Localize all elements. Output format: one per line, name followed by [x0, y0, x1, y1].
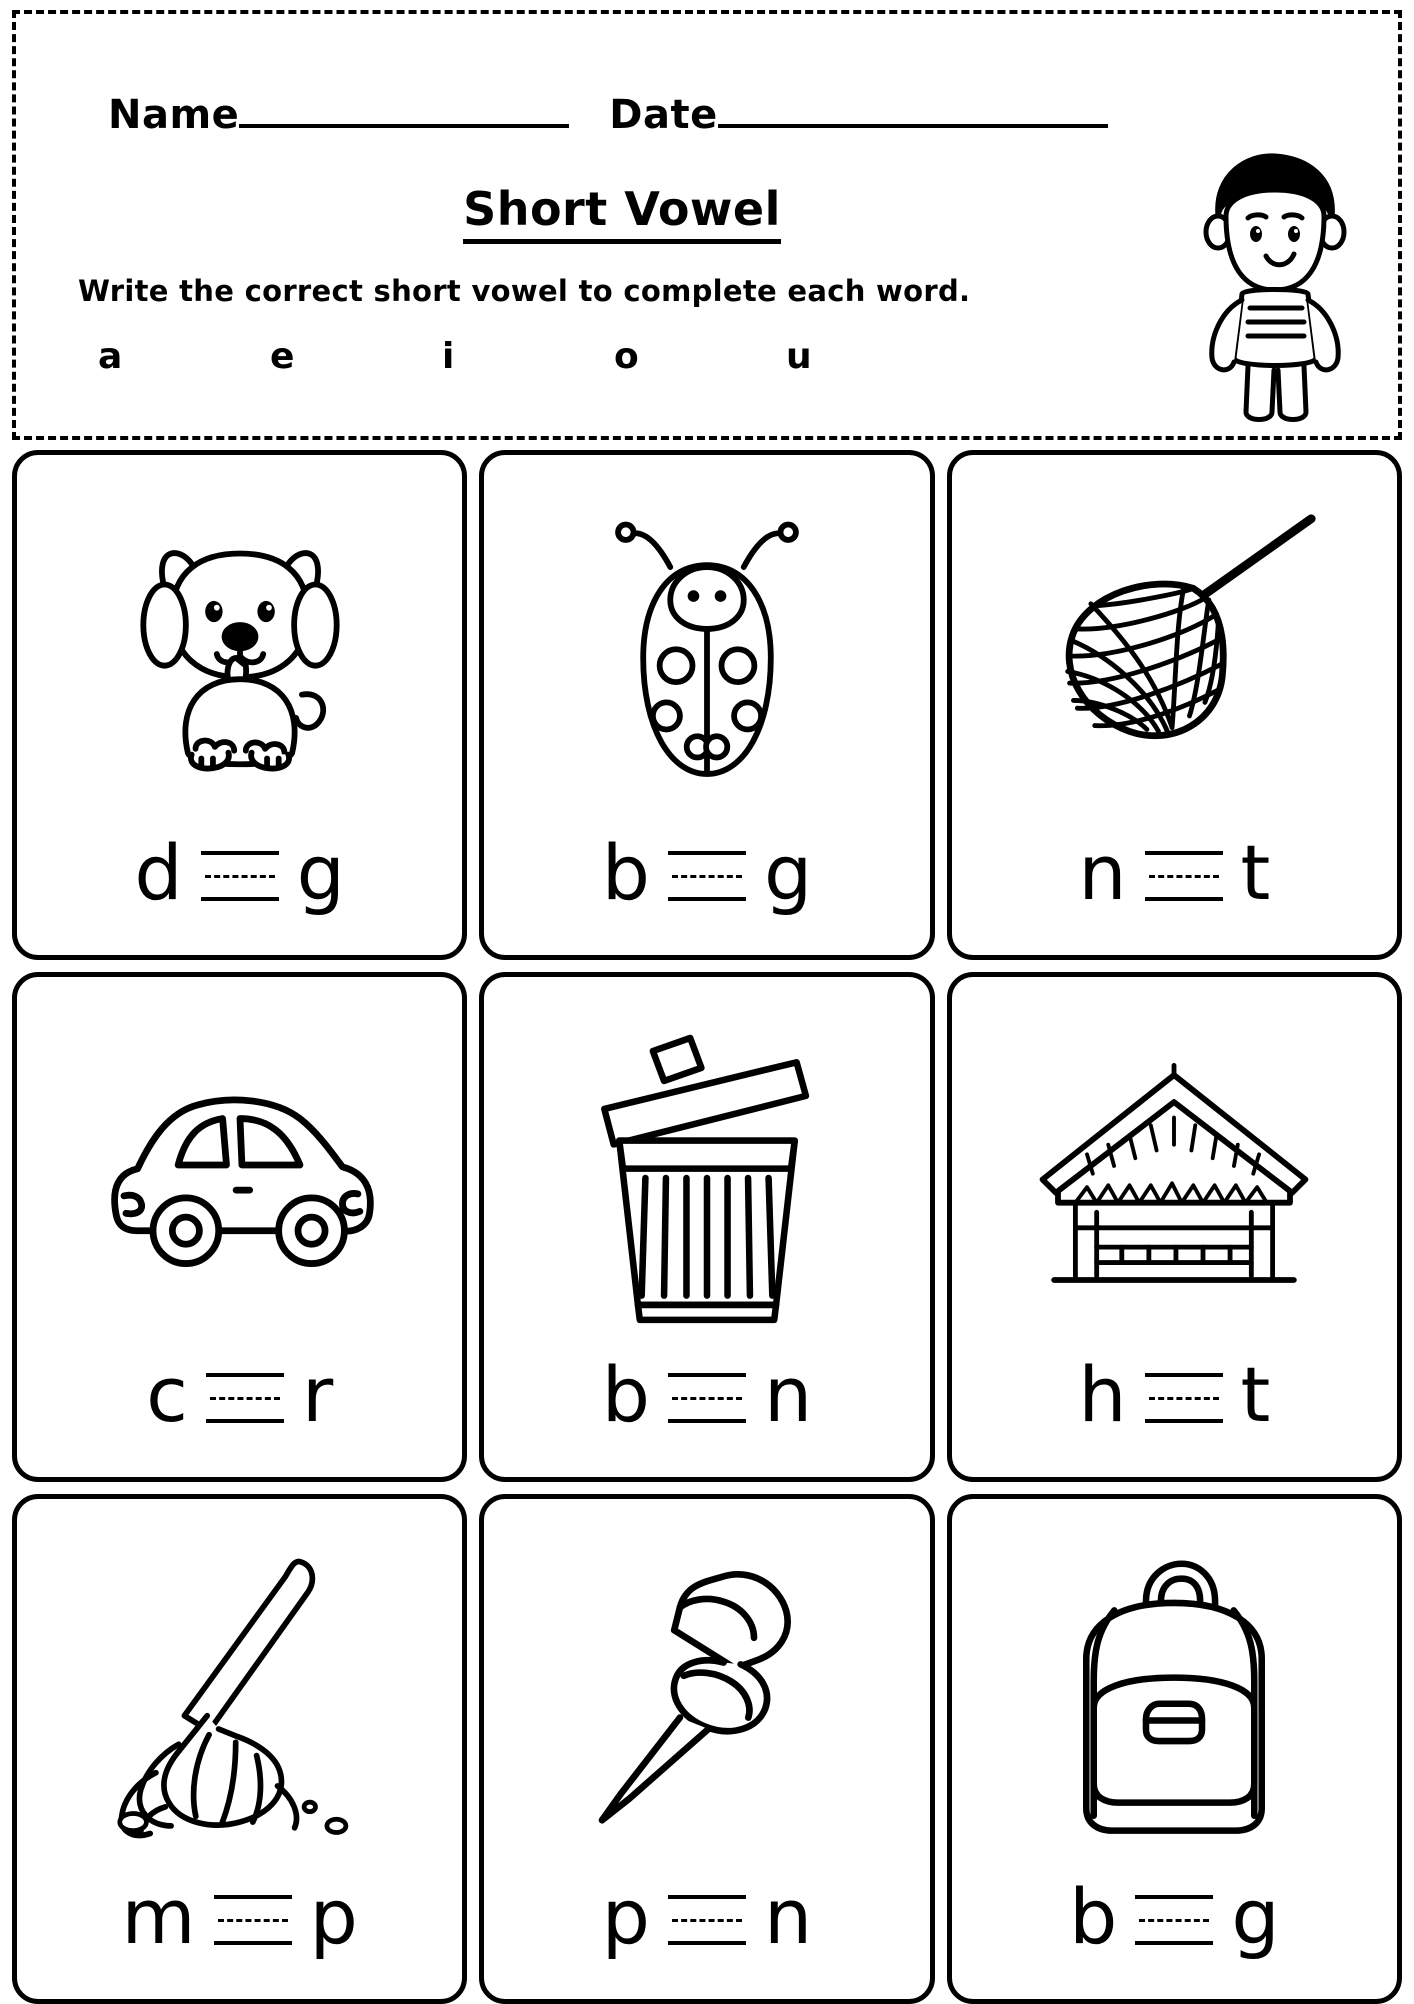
- worksheet-item[interactable]: [947, 1494, 1402, 2004]
- name-date-row: [56, 92, 1358, 138]
- word-letter-after: t: [1240, 828, 1271, 917]
- answer-blank[interactable]: [210, 1887, 296, 1947]
- date-blank-line[interactable]: [718, 122, 1108, 128]
- worksheet-item[interactable]: [12, 450, 467, 960]
- name-field[interactable]: [108, 92, 569, 138]
- boy-mascot-icon: [1170, 144, 1380, 434]
- word-row: [1078, 828, 1271, 917]
- worksheet-header: [12, 10, 1402, 440]
- word-row: [1078, 1350, 1271, 1439]
- instructions-text: Write the correct short vowel to complete each word.: [78, 274, 971, 308]
- vowel-a: a: [98, 336, 123, 377]
- mop-icon: [17, 1515, 462, 1885]
- word-letter-after: g: [763, 828, 813, 917]
- answer-blank[interactable]: [664, 1887, 750, 1947]
- date-label: Date: [609, 92, 718, 138]
- name-label: Name: [108, 92, 240, 138]
- bin-icon: [484, 993, 929, 1363]
- worksheet-item[interactable]: [947, 972, 1402, 1482]
- bag-icon: [952, 1515, 1397, 1885]
- net-icon: [952, 471, 1397, 841]
- worksheet-item[interactable]: [479, 450, 934, 960]
- answer-blank[interactable]: [1141, 1365, 1227, 1425]
- word-letter-before: b: [1069, 1872, 1118, 1961]
- word-row: [601, 828, 813, 917]
- page-title-text: Short Vowel: [463, 182, 781, 244]
- word-row: [601, 1872, 813, 1961]
- worksheet-item[interactable]: [947, 450, 1402, 960]
- word-letter-after: p: [309, 1872, 358, 1961]
- ladybug-icon: [484, 471, 929, 841]
- word-letter-before: d: [134, 828, 183, 917]
- answer-blank[interactable]: [1131, 1887, 1217, 1947]
- word-letter-before: b: [601, 1350, 651, 1439]
- vowel-u: u: [786, 336, 812, 377]
- word-row: [121, 1872, 358, 1961]
- word-row: [1069, 1872, 1280, 1961]
- word-row: [601, 1350, 813, 1439]
- word-letter-after: r: [301, 1350, 334, 1439]
- hut-icon: [952, 993, 1397, 1363]
- word-letter-before: h: [1078, 1350, 1127, 1439]
- vowel-key-row: [56, 336, 1358, 377]
- word-letter-after: n: [764, 1350, 813, 1439]
- word-row: [146, 1350, 334, 1439]
- vowel-o: o: [614, 336, 639, 377]
- name-blank-line[interactable]: [239, 122, 569, 128]
- answer-blank[interactable]: [202, 1365, 288, 1425]
- answer-blank[interactable]: [197, 843, 283, 903]
- answer-blank[interactable]: [664, 843, 750, 903]
- worksheet-item[interactable]: [479, 1494, 934, 2004]
- word-row: [134, 828, 345, 917]
- worksheet-grid: [12, 450, 1402, 2004]
- date-field[interactable]: [609, 92, 1107, 138]
- worksheet-item[interactable]: [479, 972, 934, 1482]
- word-letter-before: m: [121, 1872, 196, 1961]
- word-letter-after: t: [1240, 1350, 1271, 1439]
- pin-icon: [484, 1515, 929, 1885]
- word-letter-before: b: [601, 828, 650, 917]
- word-letter-before: p: [601, 1872, 651, 1961]
- word-letter-before: n: [1078, 828, 1127, 917]
- dog-icon: [17, 471, 462, 841]
- word-letter-after: g: [296, 828, 345, 917]
- worksheet-item[interactable]: [12, 972, 467, 1482]
- vowel-i: i: [442, 336, 455, 377]
- word-letter-after: g: [1231, 1872, 1280, 1961]
- page-title: [56, 182, 1358, 236]
- answer-blank[interactable]: [664, 1365, 750, 1425]
- word-letter-after: n: [764, 1872, 813, 1961]
- answer-blank[interactable]: [1141, 843, 1227, 903]
- car-icon: [17, 993, 462, 1363]
- vowel-e: e: [270, 336, 295, 377]
- word-letter-before: c: [146, 1350, 188, 1439]
- worksheet-item[interactable]: [12, 1494, 467, 2004]
